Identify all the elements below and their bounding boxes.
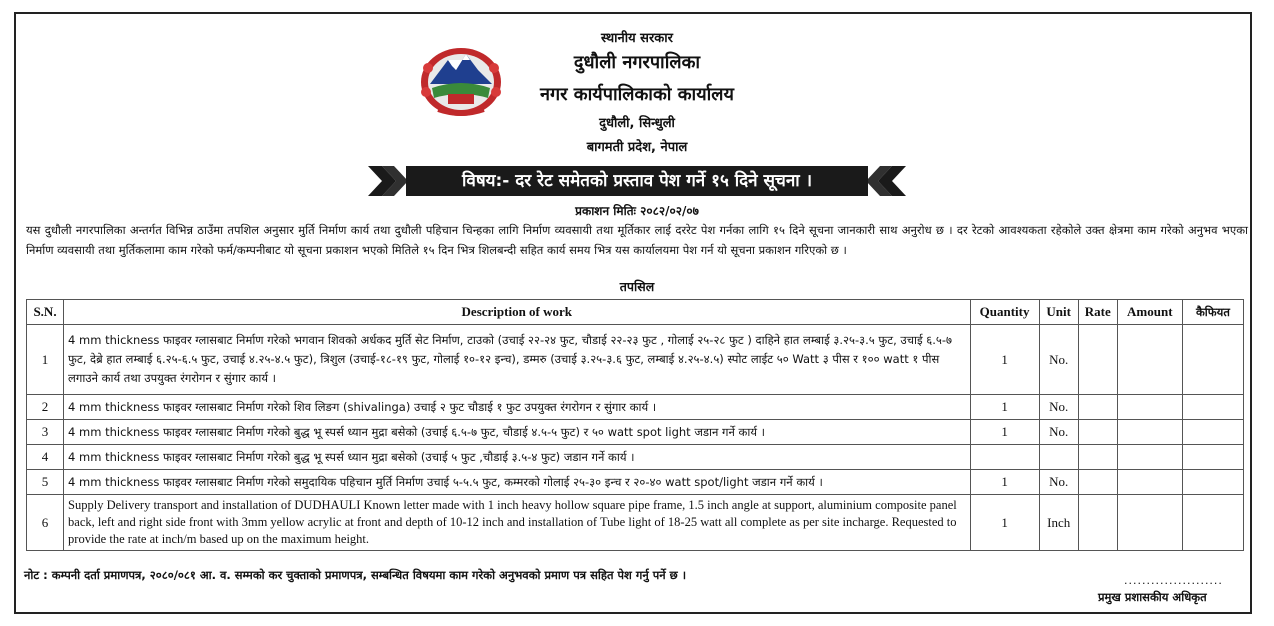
table-header-row bbox=[27, 300, 1244, 325]
row-sn: 2 bbox=[27, 395, 64, 420]
row-remarks bbox=[1182, 445, 1243, 470]
row-amount bbox=[1117, 325, 1182, 395]
chevron-left-icon bbox=[864, 164, 908, 198]
table-row bbox=[27, 495, 1244, 551]
row-remarks bbox=[1182, 395, 1243, 420]
note-text: नोट : कम्पनी दर्ता प्रमाणपत्र, २०८०/०८१ आ. व. सम्मको कर चुक्ताको प्रमाणपत्र, सम्बन्धित विषयमा काम गरेको अनुभवको प्रमाण पत्र सहित पेश गर्नु पर्ने छ । bbox=[24, 568, 687, 582]
row-quantity: 1 bbox=[970, 420, 1039, 445]
row-quantity: 1 bbox=[970, 395, 1039, 420]
row-unit: No. bbox=[1039, 420, 1078, 445]
row-remarks bbox=[1182, 495, 1243, 551]
header-office: नगर कार्यपालिकाको कार्यालय bbox=[540, 84, 734, 105]
header-address: दुधौली, सिन्धुली bbox=[599, 116, 675, 131]
row-description: 4 mm thickness फाइवर ग्लासबाट निर्माण गरेको शिव लिङग (shivalinga) उचाई २ फुट चौडाई १ फुट उपयुक्त रंगरोगन र सुंगार कार्य । bbox=[64, 395, 970, 420]
row-description: Supply Delivery transport and installation of DUDHAULI Known letter made with 1 inch heavy hollow square pipe frame, 1.5 inch angle at support, aluminium composite panel back, left and right side front with 3mm yellow acrylic at front and depth of 10-12 inch and installation of Tube light of 18-25 watt all complete as per site incharge. Requested to provide the rate at inch/m based up on the maximum height. bbox=[64, 495, 970, 551]
row-description: 4 mm thickness फाइवर ग्लासबाट निर्माण गरेको भगवान शिवको अर्धकद मुर्ति सेट निर्माण, टाउको (उचाई २२-२४ फुट, चौडाई २२-२३ फुट , गोलाई २५-२८ फुट ) दाहिने हात लम्बाई ३.२५-३.५ फुट, उचाई ६.५-७ फुट, देब्रे हात लम्बाई ६.२५-६.५ फुट, उचाई ४.२५-४.५ फुट), त्रिशुल (उचाई-१८-१९ फुट, गोलाई १०-१२ इन्च), डम्मरु (उचाई ३.२५-३.६ फुट, लम्बाई ४.२५-४.५) स्पोट लाईट ५० Watt ३ पीस र १०० watt १ पीस लगाउने कार्य तथा उपयुक्त रंगरोगन र सुंगार कार्य । bbox=[64, 325, 970, 395]
table-row bbox=[27, 445, 1244, 470]
chevron-right-icon bbox=[366, 164, 410, 198]
row-amount bbox=[1117, 395, 1182, 420]
row-rate bbox=[1078, 420, 1117, 445]
table-row bbox=[27, 395, 1244, 420]
table-title: तपसिल bbox=[619, 279, 655, 294]
publish-date: प्रकाशन मितिः २०८२/०२/०७ bbox=[575, 204, 699, 218]
header-province: बागमती प्रदेश, नेपाल bbox=[586, 140, 688, 155]
row-quantity: 1 bbox=[970, 495, 1039, 551]
row-sn: 5 bbox=[27, 470, 64, 495]
row-description: 4 mm thickness फाइवर ग्लासबाट निर्माण गरेको समुदायिक पहिचान मुर्ति निर्माण उचाई ५-५.५ फुट, कम्मरको गोलाई २५-३० इन्च र २०-४० watt spot/light जडान गर्ने कार्य । bbox=[64, 470, 970, 495]
col-unit: Unit bbox=[1039, 300, 1078, 325]
row-unit: No. bbox=[1039, 470, 1078, 495]
row-sn: 3 bbox=[27, 420, 64, 445]
col-remarks: कैफियत bbox=[1182, 300, 1243, 325]
row-rate bbox=[1078, 395, 1117, 420]
row-rate bbox=[1078, 325, 1117, 395]
row-amount bbox=[1117, 495, 1182, 551]
subject-title: विषय:- दर रेट समेतको प्रस्ताव पेश गर्ने १५ दिने सूचना । bbox=[406, 166, 868, 196]
notice-body: यस दुधौली नगरपालिका अन्तर्गत विभिन्न ठाउँमा तपशिल अनुसार मुर्ति निर्माण कार्य तथा दुधौली पहिचान चिन्हका लागि निर्माण व्यवसायी तथा मूर्तिकार लाई दररेट पेश गर्नका लागि १५ दिने सूचना जानकारी साथ अनुरोध छ । दर रेटको आवश्यकता रहेकोले उक्त क्षेत्रमा काम गरेको अनुभव भएका निर्माण व्यवसायी तथा मुर्तिकलामा काम गरेको फर्म/कम्पनीबाट यो सूचना प्रकाशन भएको मितिले १५ दिन भित्र शिलबन्दी सहित कार्य समय भित्र यस कार्यालयमा पेश गर्न यो सूचना प्रकाशन गरिएको छ । bbox=[26, 223, 1248, 257]
table-row bbox=[27, 470, 1244, 495]
col-description: Description of work bbox=[64, 300, 970, 325]
row-remarks bbox=[1182, 470, 1243, 495]
row-description: 4 mm thickness फाइवर ग्लासबाट निर्माण गरेको बुद्ध भू स्पर्स ध्यान मुद्रा बसेको (उचाई ६.५-७ फुट, चौडाई ४.५-५ फुट) र ५० watt spot light जडान गर्ने कार्य । bbox=[64, 420, 970, 445]
row-unit: No. bbox=[1039, 395, 1078, 420]
col-sn: S.N. bbox=[27, 300, 64, 325]
header-municipality: दुधौली नगरपालिका bbox=[573, 52, 701, 73]
row-remarks bbox=[1182, 420, 1243, 445]
subject-banner bbox=[366, 164, 908, 198]
row-description: 4 mm thickness फाइवर ग्लासबाट निर्माण गरेको बुद्ध भू स्पर्स ध्यान मुद्रा बसेको (उचाई ५ फुट ,चौडाई ३.५-४ फुट) जडान गर्ने कार्य । bbox=[64, 445, 970, 470]
row-amount bbox=[1117, 445, 1182, 470]
row-sn: 6 bbox=[27, 495, 64, 551]
table-row bbox=[27, 325, 1244, 395]
row-sn: 4 bbox=[27, 445, 64, 470]
row-rate bbox=[1078, 470, 1117, 495]
row-unit bbox=[1039, 445, 1078, 470]
col-quantity: Quantity bbox=[970, 300, 1039, 325]
row-amount bbox=[1117, 470, 1182, 495]
row-amount bbox=[1117, 420, 1182, 445]
row-remarks bbox=[1182, 325, 1243, 395]
col-rate: Rate bbox=[1078, 300, 1117, 325]
signature-line: ...................... bbox=[1124, 574, 1223, 587]
header-local-government: स्थानीय सरकार bbox=[601, 31, 673, 46]
col-amount: Amount bbox=[1117, 300, 1182, 325]
work-table bbox=[26, 299, 1244, 551]
row-quantity: 1 bbox=[970, 325, 1039, 395]
row-quantity: 1 bbox=[970, 470, 1039, 495]
row-quantity bbox=[970, 445, 1039, 470]
row-unit: No. bbox=[1039, 325, 1078, 395]
row-sn: 1 bbox=[27, 325, 64, 395]
signer-title: प्रमुख प्रशासकीय अधिकृत bbox=[1098, 590, 1207, 604]
row-unit: Inch bbox=[1039, 495, 1078, 551]
row-rate bbox=[1078, 445, 1117, 470]
row-rate bbox=[1078, 495, 1117, 551]
nepal-emblem bbox=[418, 44, 504, 118]
table-row bbox=[27, 420, 1244, 445]
